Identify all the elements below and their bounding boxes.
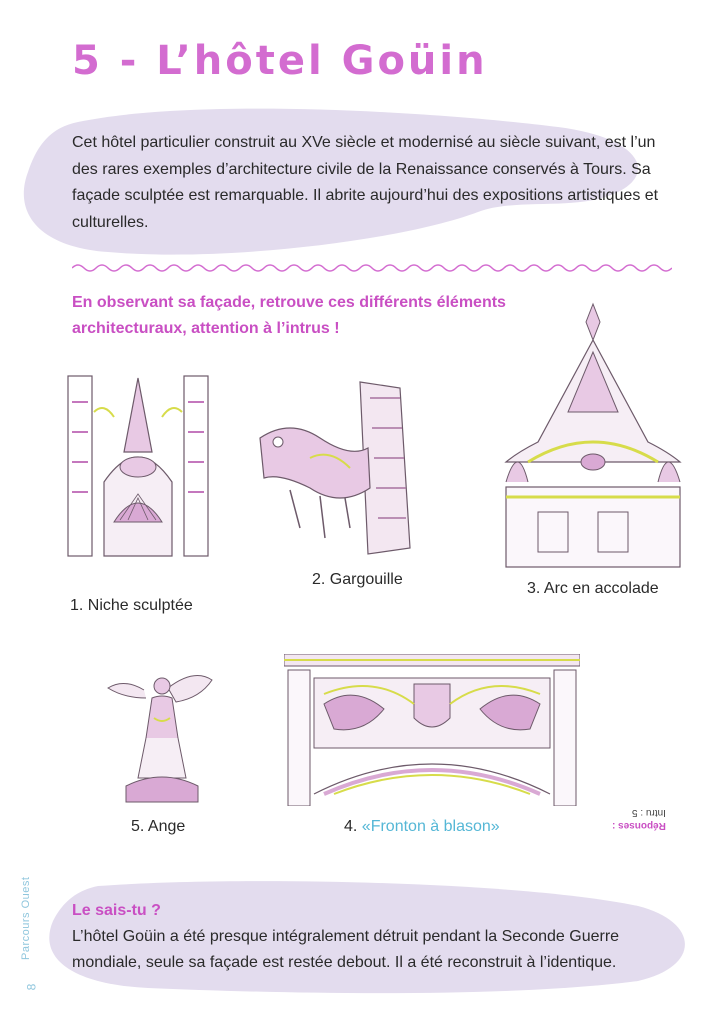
activity-instructions: En observant sa façade, retrouve ces différents éléments architecturaux, attention à l’intrus ! <box>72 294 506 337</box>
niche-sculptee-illustration <box>64 372 212 560</box>
answers-heading: Réponses : <box>612 820 666 831</box>
intro-paragraph: Cet hôtel particulier construit au XVe siècle et modernisé au siècle suivant, est l’un des rares exemples d’architecture civile de la Renaissance conservés à Tours. Sa façade sculptée est remarquable. Il abrite aujourd’hui des expositions artistiques et culturelles. <box>72 134 659 231</box>
sidebar-route-label: Parcours Ouest <box>20 876 32 960</box>
gargouille-illustration <box>250 378 422 558</box>
caption-fronton-a-blason: 4. «Fronton à blason» <box>344 818 500 835</box>
did-you-know-title: Le sais-tu ? <box>72 902 161 919</box>
ange-illustration <box>104 668 216 810</box>
caption-arc-en-accolade: 3. Arc en accolade <box>527 580 659 597</box>
caption-ange: 5. Ange <box>131 818 186 835</box>
page-number: 8 <box>24 983 39 991</box>
caption-gargouille: 2. Gargouille <box>312 571 403 588</box>
did-you-know-text: L’hôtel Goüin a été presque intégralement détruit pendant la Seconde Guerre mondiale, seule sa façade est restée debout. Il a été reconstruit à l’identique. <box>72 928 620 971</box>
page-title: 5 - L’hôtel Goüin <box>72 38 488 84</box>
wavy-divider <box>72 262 672 274</box>
answers-text: Intru : 5 <box>632 807 666 818</box>
fronton-a-blason-illustration <box>284 654 580 806</box>
answers-upside-down <box>612 806 666 832</box>
arc-en-accolade-illustration <box>498 302 688 570</box>
fronton-link[interactable]: «Fronton à blason» <box>361 818 500 835</box>
caption-niche-sculptee: 1. Niche sculptée <box>70 597 193 614</box>
